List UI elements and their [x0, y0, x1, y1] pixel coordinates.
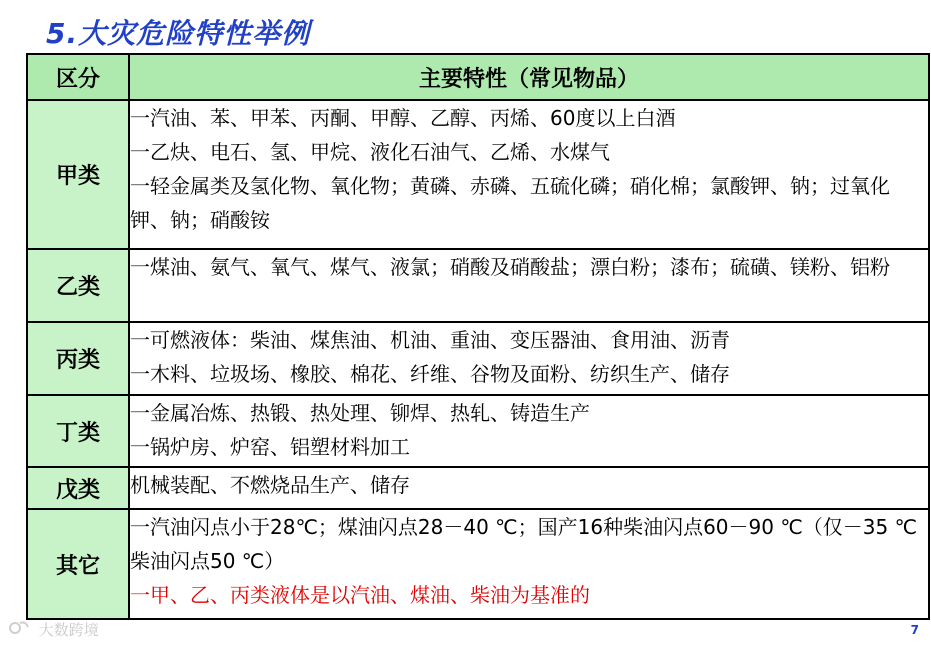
- table-row: [27, 249, 929, 322]
- watermark: [8, 619, 99, 640]
- header-characteristics: 主要特性（常见物品）: [129, 54, 929, 100]
- description-line: 一轻金属类及氢化物、氧化物；黄磷、赤磷、五硫化磷；硝化棉；氯酸钾、钠；过氧化钾、钠；硝酸铵: [130, 174, 890, 232]
- table-row: [27, 509, 929, 619]
- table-row: [27, 100, 929, 249]
- page-number: 7: [910, 623, 919, 637]
- category-cell: 乙类: [27, 249, 129, 322]
- description-line: 一锅炉房、炉窑、铝塑材料加工: [130, 435, 410, 459]
- category-cell: 甲类: [27, 100, 129, 249]
- description-line: 一金属冶炼、热锻、热处理、铆焊、热轧、铸造生产: [130, 401, 590, 425]
- description-line: 一乙炔、电石、氢、甲烷、液化石油气、乙烯、水煤气: [130, 140, 610, 164]
- description-cell: [129, 249, 929, 322]
- category-cell: 其它: [27, 509, 129, 619]
- table-row: [27, 467, 929, 509]
- description-cell: [129, 395, 929, 467]
- category-cell: 丙类: [27, 322, 129, 395]
- description-cell: [129, 467, 929, 509]
- watermark-logo-icon: [8, 619, 34, 639]
- table-row: [27, 395, 929, 467]
- description-line: 一可燃液体：柴油、煤焦油、机油、重油、变压器油、食用油、沥青: [130, 328, 730, 352]
- header-category: 区分: [27, 54, 129, 100]
- category-cell: 丁类: [27, 395, 129, 467]
- description-cell: [129, 100, 929, 249]
- slide-title: 5.大灾危险特性举例: [46, 17, 311, 50]
- description-line: 机械装配、不燃烧品生产、储存: [130, 473, 410, 497]
- hazard-table: [26, 53, 930, 620]
- category-cell: 戊类: [27, 467, 129, 509]
- baseline-note: 一甲、乙、丙类液体是以汽油、煤油、柴油为基准的: [130, 583, 590, 607]
- description-cell: [129, 509, 929, 619]
- table-header-row: [27, 54, 929, 100]
- watermark-text: 大数跨境: [38, 621, 99, 639]
- description-line: 一煤油、氨气、氧气、煤气、液氯；硝酸及硝酸盐；漂白粉；漆布；硫磺、镁粉、铝粉: [130, 255, 890, 279]
- description-line: 一木料、垃圾场、橡胶、棉花、纤维、谷物及面粉、纺织生产、储存: [130, 362, 730, 386]
- description-line: 一汽油闪点小于28℃；煤油闪点28－40 ℃；国产16种柴油闪点60－90 ℃（仅－35 ℃柴油闪点50 ℃）: [130, 515, 918, 573]
- table-row: [27, 322, 929, 395]
- description-line: 一汽油、苯、甲苯、丙酮、甲醇、乙醇、丙烯、60度以上白酒: [130, 106, 676, 130]
- description-cell: [129, 322, 929, 395]
